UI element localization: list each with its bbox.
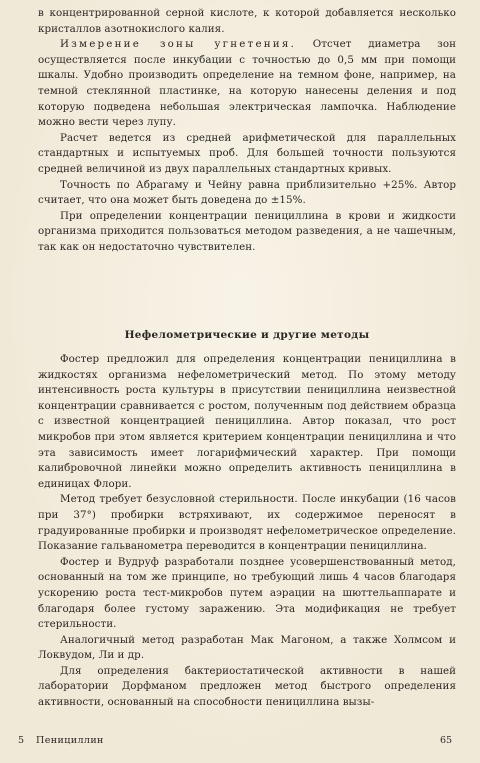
section-heading: Нефелометрические и другие методы: [124, 329, 370, 341]
inline-subheading: Измерение зоны угнетения.: [60, 38, 297, 51]
section-top-text: [38, 6, 456, 256]
paragraph: [38, 37, 456, 131]
paragraph: Фостер и Вудруф разработали позднее усовершенствованный метод, основанный на том же принципе, но требующий лишь 4 часов благодаря ускорению роста тест-микробов путем аэрации на шюттельаппарате и благодаря более густому заражению. Эта модификация не требует стерильности.: [38, 555, 456, 631]
paragraph: в концентрированной серной кислоте, к которой добавляется несколько кристаллов азотнокислого калия.: [38, 7, 456, 35]
signature-mark: [18, 735, 104, 746]
paragraph: Метод требует безусловной стерильности. После инкубации (16 часов при 37°) пробирки встряхивают, их содержимое переносят в градуированные пробирки и производят нефелометрическое определение. Показание гальванометра переводится в концентрации пенициллина.: [38, 493, 456, 553]
paragraph: При определении концентрации пенициллина в крови и жидкости организма приходится пользоваться методом разведения, а не чашечным, так как он недостаточно чувствителен.: [38, 209, 456, 253]
signature-title: Пенициллин: [36, 735, 104, 746]
paragraph: Аналогичный метод разработан Мак Магоном, а также Холмсом и Локвудом, Ли и др.: [38, 633, 456, 662]
paragraph: Для определения бактериостатической активности в нашей лаборатории Дорфманом предложен метод быстрого определения активности, основанный на способности пенициллина вызы-: [38, 664, 456, 709]
paragraph: Расчет ведется из средней арифметической для параллельных стандартных и испытуемых проб. Для большей точности пользуются средней величиной из двух параллельных стандартных кривых.: [38, 131, 456, 175]
paragraph-text: Отсчет диаметра зон осуществляется после инкубации с точностью до 0,5 мм при помощи шкалы. Удобно производить определение на темном фоне, например, на темной стеклянной пластинке, на которую нанесены деления и под которую подведена небольшая электрическая лампочка. Наблюдение можно вести через лупу.: [38, 38, 456, 129]
paragraph: Точность по Абрагаму и Чейну равна приблизительно +25%. Автор считает, что она может быть доведена до ±15%.: [38, 178, 456, 207]
section-body-text: [38, 352, 456, 711]
signature-number: 5: [18, 735, 25, 746]
paragraph: Фостер предложил для определения концентрации пенициллина в жидкостях организма нефелометрический метод. По этому методу интенсивность роста культуры в присутствии пенициллина неизвестной концентрации сравнивается с ростом, полученным под действием образца с известной концентрацией пенициллина. Автор показал, что рост микробов при этом является критерием концентрации пенициллина и что эта зависимость имеет логарифмический характер. При помощи калибровочной линейки можно определить активность пенициллина в единицах Флори.: [38, 353, 456, 490]
page-number: 65: [440, 735, 453, 746]
